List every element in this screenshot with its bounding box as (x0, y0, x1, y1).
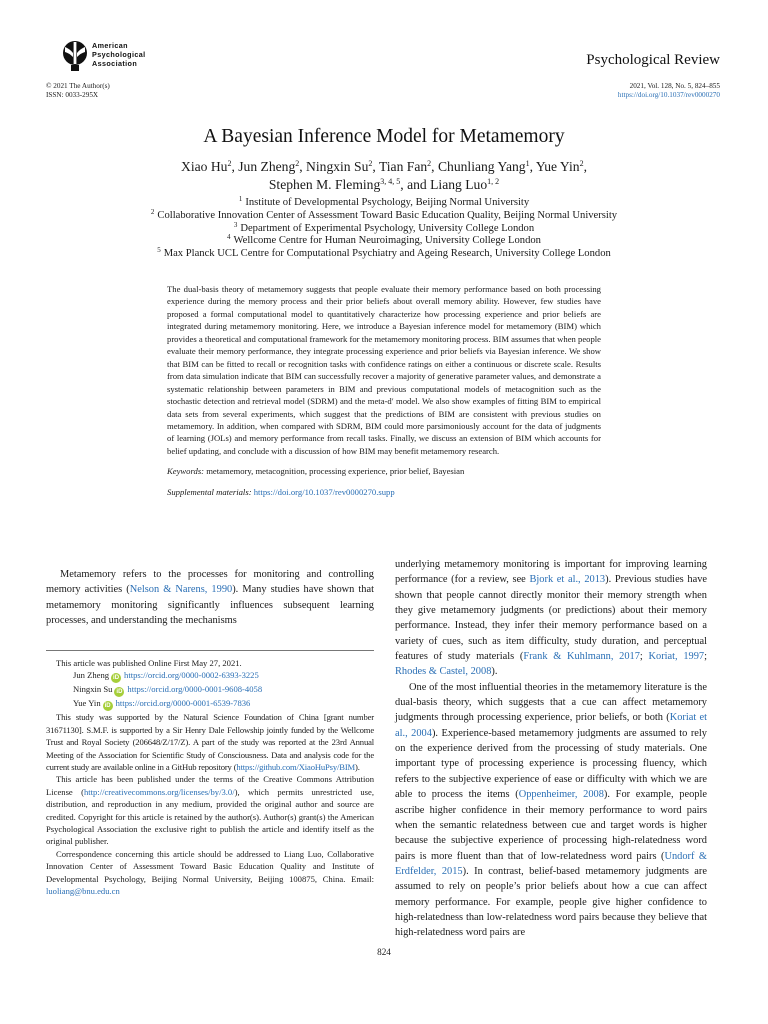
author-name: Yue Yin (535, 159, 580, 174)
orcid-link[interactable]: https://orcid.org/0000-0002-6393-3225 (124, 670, 259, 681)
author-separator: , (231, 159, 239, 174)
text-run: ). (491, 666, 498, 678)
orcid-link[interactable]: https://orcid.org/0000-0001-6539-7836 (115, 698, 251, 709)
journal-name: Psychological Review (586, 52, 720, 68)
author-name: Ningxin Su (306, 159, 369, 174)
supplemental-link[interactable]: https://doi.org/10.1037/rev0000270.supp (253, 486, 395, 497)
orcid-author: Ningxin Su (73, 684, 113, 695)
affiliation (46, 248, 722, 261)
page-header (46, 40, 720, 74)
email-link[interactable]: luoliang@bnu.edu.cn (46, 886, 120, 897)
text-run: This article has been published under the terms of the Creative Commons Attribution License ( (46, 774, 374, 797)
text-run: Correspondence concerning this article should be addressed to Liang Luo, Collaborative Innovation Center of Assessment Toward Basic Education Quality and Institute of Developmental Psychology, Beijing Normal University, Beijing 100875, China. Email: (46, 848, 374, 884)
orcid-author: Yue Yin (73, 698, 101, 709)
author-name: Xiao Hu (181, 159, 228, 174)
affiliation (46, 220, 722, 236)
paper-title: A Bayesian Inference Model for Metamemory (203, 126, 565, 147)
body-paragraph (395, 557, 707, 680)
published-note: This article was published Online First May 27, 2021. (56, 658, 242, 668)
affiliation-number: 3 (233, 220, 238, 229)
author-affiliation-mark: 2 (427, 159, 432, 168)
license-note (46, 773, 374, 847)
orcid-author: Jun Zheng (73, 670, 110, 681)
publisher-line: Psychological (92, 49, 146, 59)
author-name: Tian Fan (378, 159, 428, 174)
affiliation-text: Max Planck UCL Centre for Computational Psychiatry and Ageing Research, University College London (163, 248, 611, 260)
text-run: Metamemory refers to the processes for monitoring and controlling memory activities ( (46, 569, 374, 596)
orcid-entry (46, 683, 374, 697)
citation-link[interactable]: Frank & Kuhlmann, 2017 (523, 651, 640, 663)
affiliation-number: 2 (150, 207, 155, 216)
author-affiliation-mark: 2 (227, 159, 232, 168)
affiliation-number: 4 (227, 233, 231, 242)
affiliation (46, 207, 722, 223)
apa-logo-icon (62, 40, 88, 72)
footnotes (46, 657, 374, 898)
supplemental-materials (167, 486, 601, 498)
title-block (46, 124, 722, 261)
orcid-icon: iD (113, 675, 120, 682)
supplemental-label: Supplemental materials: (167, 486, 252, 497)
author-separator: , (372, 159, 379, 174)
text-run: ). (355, 762, 360, 773)
keywords (167, 465, 601, 477)
abstract (167, 283, 601, 498)
author-name: Stephen M. Fleming (268, 177, 381, 192)
citation-link[interactable]: Nelson & Narens, 1990 (129, 584, 233, 596)
author-affiliation-mark: 1, 2 (487, 177, 500, 186)
author-affiliation-mark: 2 (295, 159, 300, 168)
footnote-divider (46, 650, 374, 651)
affiliation (46, 197, 722, 210)
page-number: 824 (377, 947, 391, 957)
intro-left-column (46, 567, 374, 628)
text-run: ). In contrast, belief-based metamemory judgments are assumed to rely on people’s prior beliefs about how a cue can affect memory performance. For example, people give higher confidence to high-relatedness than low-relatedness word pairs because they believe that high-relatedness word pairs are (395, 865, 707, 939)
volume-info-block (618, 82, 720, 99)
affiliation-text: Collaborative Innovation Center of Assessment Toward Basic Education Quality, Beijing Normal University (157, 209, 618, 221)
author-name: Jun Zheng (238, 159, 296, 174)
citation-link[interactable]: Undorf & Erdfelder, 2015 (395, 850, 707, 877)
author-separator: , (583, 159, 587, 174)
text-run: ). Many studies have shown that metamemory monitoring significantly influences subsequent learning processes, and understanding the mechanisms (46, 584, 374, 627)
intro-paragraph (46, 567, 374, 628)
affiliation (46, 235, 722, 248)
text-run: ). Experience-based metamemory judgments are assumed to rely on the experience derived from the processing of study materials. One important type of processing experience is processing fluency, which refers to the subjective experience of ease or difficulty with which we are able to process the items ( (395, 727, 707, 801)
publisher-line: American (92, 41, 128, 50)
text-run: underlying metamemory monitoring is important for improving learning performance (for a review, see (395, 559, 707, 586)
author-name: Liang Luo (430, 177, 488, 192)
funding-note (46, 711, 374, 773)
text-run: ). For example, people ascribe higher confidence in their memory performance to word pairs when the semantic relatedness between cue and target words is higher because the subjective experience of processing high-relatedness word pairs is more fluent than that of low-relatedness word pairs ( (395, 789, 707, 862)
keywords-label: Keywords: (167, 466, 205, 477)
publisher-line: Association (92, 58, 138, 68)
author-affiliation-mark: 1 (525, 159, 530, 168)
author-name: Chunliang Yang (437, 159, 526, 174)
affiliation-number: 1 (238, 195, 243, 203)
author-list (46, 158, 722, 194)
author-separator: , (299, 159, 307, 174)
publisher-name (92, 42, 146, 68)
author-separator: , (529, 159, 536, 174)
right-column (395, 557, 707, 941)
text-run: This study was supported by the Natural Science Foundation of China [grant number 31671130]. S.M.F. is supported by a Sir Henry Dale Fellowship jointly funded by the Wellcome Trust and Royal Society (206648/Z/17/Z). A part of the study was reported at the 23rd Annual Meeting of the Association for Scientific Study of Consciousness. Data and analysis code for the current study are available online in a GitHub repository ( (46, 712, 374, 773)
affiliation-list (46, 197, 722, 261)
abstract-text: The dual-basis theory of metamemory suggests that people evaluate their memory performance based on both processing experience during the memory process and their prior beliefs about overall memory ability. However, few studies have proposed a formal computational model to quantitatively characterize how processing experience and prior beliefs are integrated during metamemory monitoring. Here, we introduce a Bayesian inference model for metamemory (BIM) which provides a theoretical and computational framework for the metamemory monitoring process. BIM assumes that when people evaluate their memory performance, they integrate processing experience and prior beliefs via Bayesian inference. We show that BIM can be fitted to recall or recognition tasks with confidence ratings on either a continuous or discrete scale. Results from data simulation indicate that BIM can successfully recover a majority of generative parameter values, and demonstrate a systematic relationship between parameters in BIM and previous computational models of metacognition such as the stochastic detection and retrieval model (SDRM) and the meta-d′ model. We also show examples of fitting BIM to empirical data sets from several experiments, which suggest that the predictions of BIM are consistent with previous studies on metamemory. In addition, when compared with SDRM, BIM could more parsimoniously account for the data of judgments of learning (JOLs) and memory performance from recall tasks. Finally, we discuss an extension of BIM which accounts for belief updating, and conclude with a discussion of how BIM may benefit metamemory research. (167, 284, 602, 456)
citation-link[interactable]: Oppenheimer, 2008 (518, 789, 604, 801)
copyright: © 2021 The Author(s) (46, 82, 110, 90)
text-run: ; (639, 651, 649, 663)
citation-link[interactable]: Rhodes & Castel, 2008 (395, 666, 492, 678)
issn: ISSN: 0033-295X (46, 90, 99, 99)
citation-link[interactable]: Bjork et al., 2013 (529, 574, 606, 586)
body-paragraph (395, 680, 707, 941)
orcid-entry (46, 697, 374, 711)
doi-link[interactable]: https://doi.org/10.1037/rev0000270 (617, 90, 720, 99)
text-run: ). Previous studies have shown that people cannot directly monitor their memory strength when they give metamemory judgments (or predictions) about their memory performance. Instead, they infer their memory performance based on a variety of cues, such as item difficulty, study duration, and perceptual features of study materials ( (395, 574, 708, 663)
text-run: ), which permits unrestricted use, distribution, and reproduction in any medium, provided the original author and source are credited. Copyright for this article is retained by the author(s). Author(s) grant(s) the American Psychological Association the exclusive right to publish the article and identify itself as the original publisher. (46, 786, 374, 847)
author-affiliation-mark: 3, 4, 5 (380, 177, 401, 186)
copyright-info (46, 82, 110, 99)
keywords-text: metamemory, metacognition, processing experience, prior belief, Bayesian (206, 466, 465, 477)
author-affiliation-mark: 2 (579, 159, 584, 168)
text-run: ; (704, 651, 707, 663)
affiliation-number: 5 (157, 246, 161, 255)
author-separator: , and (400, 177, 431, 192)
orcid-link[interactable]: https://orcid.org/0000-0001-9608-4058 (127, 684, 263, 695)
affiliation-text: Wellcome Centre for Human Neuroimaging, University College London (233, 235, 541, 247)
affiliation-text: Department of Experimental Psychology, University College London (240, 222, 535, 234)
orcid-entry (46, 669, 374, 683)
correspondence-note (46, 848, 374, 898)
citation-link[interactable]: Koriat et al., 2004 (395, 712, 707, 739)
author-affiliation-mark: 2 (368, 159, 373, 168)
author-separator: , (431, 159, 438, 174)
orcid-icon: iD (116, 689, 123, 696)
orcid-icon: iD (104, 703, 111, 710)
text-run: One of the most influential theories in the metamemory literature is the dual-basis theory, which suggests that a cue can affect metamemory judgments through processing experience, prior beliefs, or both ( (395, 681, 707, 724)
github-link[interactable]: https://github.com/XiaoHuPsy/BIM (236, 762, 356, 773)
volume-info: 2021, Vol. 128, No. 5, 824–855 (629, 82, 720, 90)
license-link[interactable]: http://creativecommons.org/licenses/by/3.0/ (83, 786, 235, 797)
citation-link[interactable]: Koriat, 1997 (648, 651, 705, 663)
affiliation-text: Institute of Developmental Psychology, Beijing Normal University (245, 197, 530, 208)
